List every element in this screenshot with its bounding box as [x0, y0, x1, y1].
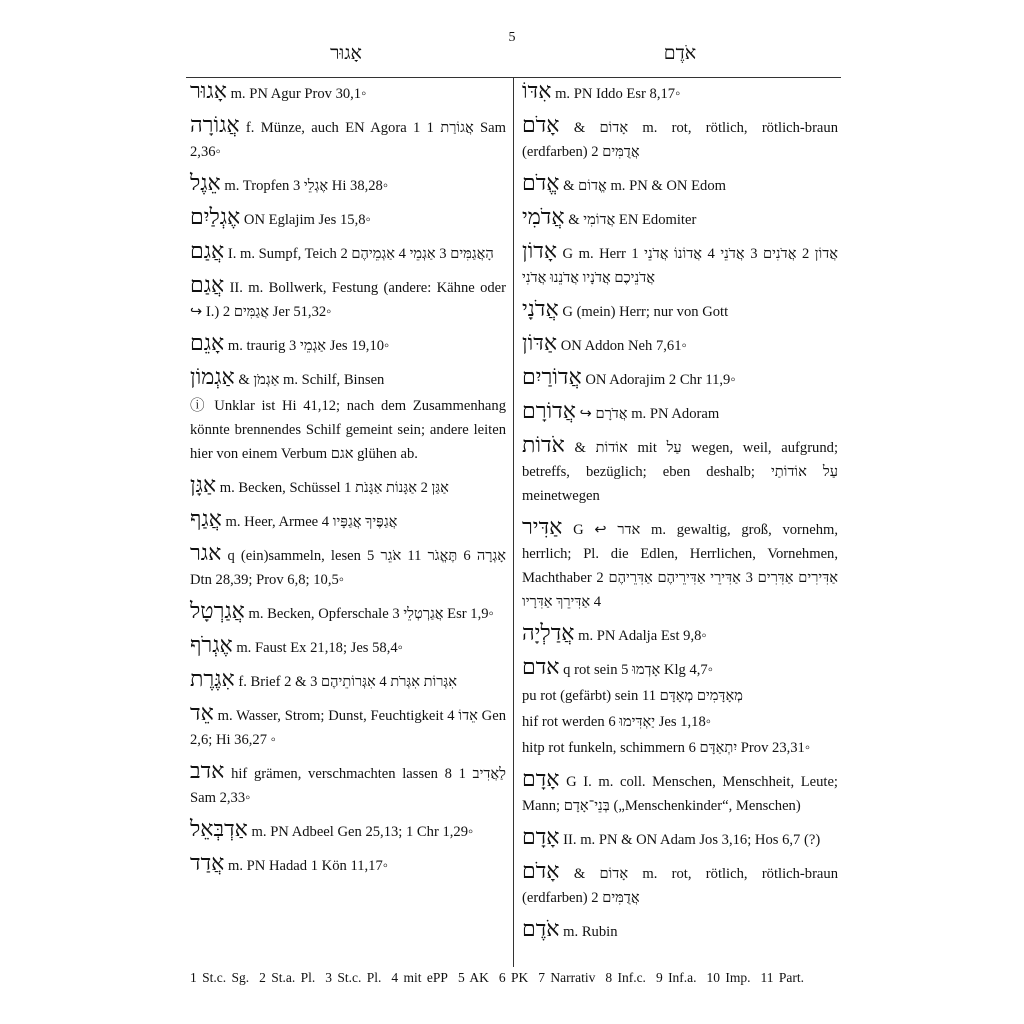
entry-headword: אדם: [522, 655, 560, 680]
dictionary-entry: [522, 332, 838, 358]
dictionary-entry: [522, 684, 838, 708]
entry-text: ON Adorajim 2 Chr 11,9◦: [585, 372, 736, 388]
entry-headword: אֹדוֹת: [522, 433, 565, 458]
dictionary-entry: [190, 600, 506, 626]
entry-text: II. m. Bollwerk, Festung (andere: Kähne oder ↪ I.) 2 אֲגַמִּים Jer 51,32◦: [190, 280, 506, 320]
entry-text: & אָדוֹם m. rot, rötlich, rötlich-braun (erdfarben) 2 אֲדֻמִּים: [522, 866, 838, 906]
dictionary-entry: [190, 760, 506, 810]
dictionary-entry: [522, 736, 838, 760]
dictionary-entry: [522, 918, 838, 944]
footer-abbreviation: 8 Inf.c.: [605, 970, 646, 985]
dictionary-entry: [190, 332, 506, 358]
entry-headword: אָדָם: [522, 825, 560, 850]
entry-text: m. Tropfen 3 אֶגְלֵי Hi 38,28◦: [224, 178, 389, 194]
entry-text: hitp rot funkeln, schimmern 6 יִתְאַדָּם Prov 23,31◦: [522, 740, 811, 756]
dictionary-entry: [190, 274, 506, 324]
entry-text: hif grämen, verschmachten lassen 8 לַאֲדִיב 1 Sam 2,33◦: [190, 766, 506, 806]
entry-text: q (ein)sammeln, lesen 5 אָגְרָה 6 תֶּאֱגֹר 11 אֹגֵר Dtn 28,39; Prov 6,8; 10,5◦: [190, 548, 506, 588]
footer-abbreviation: 6 PK: [498, 970, 529, 985]
dictionary-entry: [522, 826, 838, 852]
page-number: 5: [508, 30, 516, 45]
entry-headword: אֲדַד: [190, 851, 225, 876]
dictionary-entry: [190, 702, 506, 752]
footer-abbreviation: 3 St.c. Pl.: [325, 970, 382, 985]
dictionary-entry: [522, 206, 838, 232]
entry-headword: אֲדַלְיָה: [522, 621, 575, 646]
entry-text: m. PN Hadad 1 Kön 11,17◦: [228, 858, 388, 874]
entry-text: q rot sein 5 אָדְמוּ Klg 4,7◦: [563, 662, 713, 678]
entry-text: & אוֹדוֹת mit עַל wegen, weil, aufgrund; betreffs, bezüglich; eben deshalb; עַל אוֹדוֹתַי meinetwegen: [522, 440, 838, 504]
dictionary-entry: [190, 114, 506, 164]
entry-headword: אֹדֶם: [522, 917, 560, 942]
entry-text: & אֱדוֹם m. PN & ON Edom: [563, 178, 726, 194]
entry-text: pu rot (gefärbt) sein 11 מְאָדָּמִים מְאָדָּם: [522, 688, 743, 704]
entry-headword: אָדָם: [522, 767, 560, 792]
footer-abbreviation: 2 St.a. Pl.: [259, 970, 316, 985]
dictionary-entry: [190, 668, 506, 694]
footer-abbreviation: 10 Imp.: [706, 970, 751, 985]
entry-headword: אדב: [190, 759, 225, 784]
entry-headword: אֲדֹמִי: [522, 205, 565, 230]
entry-headword: אַדִּיר: [522, 515, 563, 540]
entry-headword: אָגוּר: [190, 79, 227, 104]
entry-headword: אגר: [190, 541, 222, 566]
entry-headword: אֵגֶל: [190, 171, 221, 196]
dictionary-entry: [522, 860, 838, 910]
entry-text: m. Rubin: [563, 924, 618, 940]
header-left-word: אָגוּר: [330, 42, 362, 64]
dictionary-entry: [190, 474, 506, 500]
entry-text: II. m. PN & ON Adam Jos 3,16; Hos 6,7 (?): [563, 832, 821, 848]
left-column: [190, 80, 506, 886]
entry-headword: אֲדוֹרַיִם: [522, 365, 582, 390]
entry-text: m. traurig 3 אַגְמֵי Jes 19,10◦: [227, 338, 390, 354]
entry-text: G ↩ אדר m. gewaltig, groß, vornehm, herrlich; Pl. die Edlen, Herrlichen, Vornehmen, Machthaber 2 אַדִּירִים אַדִּרִים 3 אַדִּירֵי אַדִּירֵיהֶם אַדִּרֵיהֶם 4 אַדִּירֵךְ אַדִּרָיו: [522, 522, 838, 610]
entry-headword: אֲגַם: [190, 239, 225, 264]
dictionary-entry: [522, 622, 838, 648]
dictionary-entry: [190, 542, 506, 592]
footer-abbreviation: 4 mit ePP: [391, 970, 448, 985]
dictionary-entry: [522, 710, 838, 734]
abbreviation-footer: [190, 970, 850, 986]
entry-text: f. Brief 2 & 3 אִגְּרוֹת אִגְּרֹת 4 אִגְּרוֹתֵיהֶם: [238, 674, 458, 690]
entry-headword: אֲגַף: [190, 507, 222, 532]
entry-text: ⓘ Unklar ist Hi 41,12; nach dem Zusammenhang könnte brennendes Schilf gemeint sein; andere leiten hier von einem Verbum אגם glühen ab.: [190, 398, 506, 462]
entry-headword: אִדּוֹ: [522, 79, 552, 104]
entry-text: G (mein) Herr; nur von Gott: [562, 304, 729, 320]
entry-text: ON Addon Neh 7,61◦: [560, 338, 687, 354]
dictionary-entry: [190, 80, 506, 106]
entry-headword: אַדְבְּאֵל: [190, 817, 248, 842]
entry-text: f. Münze, auch EN Agora 1 אֲגוֹרַת 1 Sam 2,36◦: [190, 120, 506, 160]
entry-headword: אָדוֹן: [522, 239, 558, 264]
entry-text: hif rot werden 6 יַאְדִּימוּ Jes 1,18◦: [522, 714, 711, 730]
right-column: [522, 80, 838, 952]
entry-text: m. Becken, Opferschale 3 אֲגַרְטְלֵי Esr 1,9◦: [248, 606, 494, 622]
entry-text: m. Wasser, Strom; Dunst, Feuchtigkeit 4 אֵדוֹ Gen 2,6; Hi 36,27 ◦: [190, 708, 506, 748]
entry-text: ON Eglajim Jes 15,8◦: [243, 212, 371, 228]
entry-headword: אַגְמוֹן: [190, 365, 235, 390]
dictionary-entry: [522, 172, 838, 198]
dictionary-entry: [522, 298, 838, 324]
entry-text: m. Becken, Schüssel 1 אַגַּן 2 אַגָּנוֹת אַגָּנֹת: [219, 480, 449, 496]
dictionary-entry: [522, 516, 838, 614]
entry-text: I. m. Sumpf, Teich 2 הָאֲגַמִּים 3 אַגְמֵי 4 אַגְמֵיהֶם: [227, 246, 494, 262]
entry-headword: אֲדֹנָי: [522, 297, 559, 322]
entry-text: & אַגְמֹן m. Schilf, Binsen: [238, 372, 385, 388]
entry-text: & אָדוֹם m. rot, rötlich, rötlich-braun (erdfarben) 2 אֲדֻמִּים: [522, 120, 838, 160]
footer-abbreviation: 9 Inf.a.: [655, 970, 697, 985]
dictionary-entry: [522, 240, 838, 290]
entry-headword: אֲדוֹרָם: [522, 399, 576, 424]
dictionary-entry: [190, 634, 506, 660]
entry-headword: אָגֵם: [190, 331, 225, 356]
entry-headword: אִגֶּרֶת: [190, 667, 235, 692]
entry-text: m. PN Agur Prov 30,1◦: [230, 86, 367, 102]
dictionary-entry: [190, 394, 506, 466]
footer-abbreviation: 1 St.c. Sg.: [190, 970, 250, 985]
dictionary-entry: [522, 400, 838, 426]
entry-text: m. Faust Ex 21,18; Jes 58,4◦: [236, 640, 403, 656]
dictionary-entry: [522, 366, 838, 392]
entry-text: m. PN Iddo Esr 8,17◦: [555, 86, 681, 102]
entry-text: m. Heer, Armee 4 אֲגַפֶּיךָ אֲגַפָּיו: [225, 514, 398, 530]
entry-headword: אֶגְרֹף: [190, 633, 233, 658]
dictionary-entry: [522, 656, 838, 682]
entry-headword: אֶגְלַיִם: [190, 205, 241, 230]
dictionary-entry: [190, 206, 506, 232]
dictionary-entry: [190, 366, 506, 392]
footer-abbreviation: 5 AK: [457, 970, 489, 985]
dictionary-entry: [522, 114, 838, 164]
entry-headword: אָדֹם: [522, 113, 560, 138]
dictionary-entry: [522, 434, 838, 508]
entry-headword: אֲגוֹרָה: [190, 113, 240, 138]
dictionary-entry: [522, 80, 838, 106]
column-divider: [513, 77, 514, 967]
entry-text: m. PN Adbeel Gen 25,13; 1 Chr 1,29◦: [251, 824, 474, 840]
dictionary-entry: [190, 852, 506, 878]
entry-text: & אֲדוֹמִי EN Edomiter: [568, 212, 697, 228]
header-right-word: אֹדֶם: [663, 42, 697, 64]
dictionary-entry: [190, 508, 506, 534]
dictionary-entry: [522, 768, 838, 818]
footer-abbreviation: 11 Part.: [760, 970, 805, 985]
entry-headword: אַגָּן: [190, 473, 217, 498]
entry-headword: אַדּוֹן: [522, 331, 558, 356]
entry-headword: אָדֹם: [522, 859, 560, 884]
entry-text: G I. m. coll. Menschen, Menschheit, Leute; Mann; בְּנֵי־אָדָם („Menschenkinder“, Menschen): [522, 774, 838, 814]
dictionary-entry: [190, 172, 506, 198]
footer-abbreviation: 7 Narrativ: [538, 970, 596, 985]
entry-headword: אֵד: [190, 701, 214, 726]
entry-headword: אֱדֹם: [522, 171, 560, 196]
entry-text: ↪ אֲדֹרָם m. PN Adoram: [579, 406, 720, 422]
dictionary-entry: [190, 240, 506, 266]
dictionary-entry: [190, 818, 506, 844]
entry-headword: אֲגַרְטָל: [190, 599, 245, 624]
entry-text: m. PN Adalja Est 9,8◦: [578, 628, 707, 644]
entry-headword: אֲגַם: [190, 273, 225, 298]
entry-text: G m. Herr 1 אֲדוֹן 2 אֲדֹנִים 3 אֲדֹנֵי 4 אֲדוֹנוֹ אֲדֹנֵי אֲדֹנֵיכֶם אֲדֹנָיו אֲדֹנֵנוּ אֲדֹנִי: [522, 246, 839, 286]
